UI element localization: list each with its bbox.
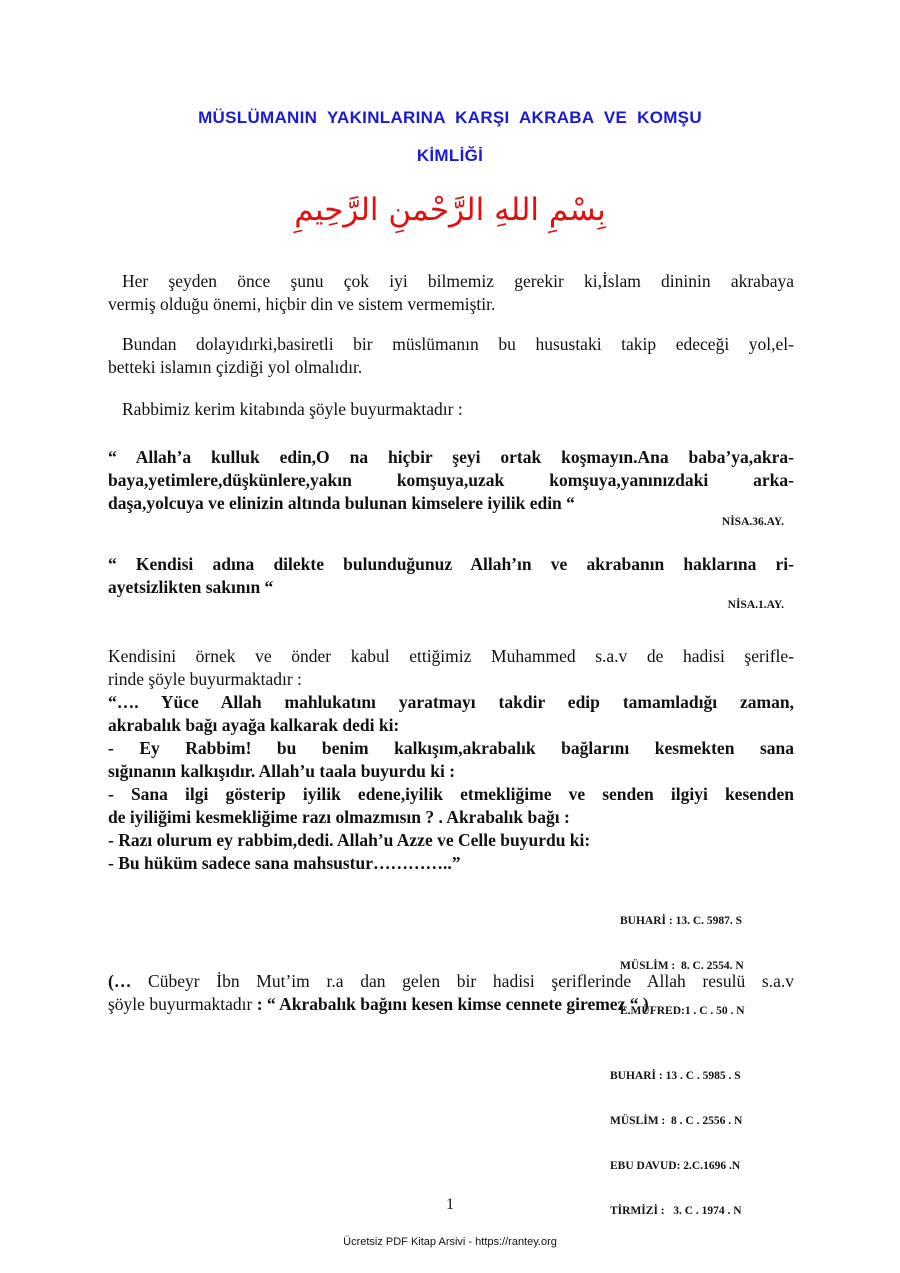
hadith2-line-2-text: şöyle buyurmaktadır [108,994,257,1014]
hadith-2-text [108,970,794,1016]
quote1-line-3: daşa,yolcuya ve elinizin altında bulunan kimselere iyilik edin “ [108,493,575,513]
quote2-reference: NİSA.1.AY. [727,599,784,611]
intro-paragraph-1 [108,270,794,316]
quote2-line-2: ayetsizlikten sakının “ [108,577,274,597]
hadith-1-text [108,691,794,875]
hadith2-line-1 [108,970,794,993]
hadith1-line-6: de iyiliğimi kesmekliğime razı olmazmısın ? . Akrabalık bağı : [108,807,570,827]
hadith-intro-line-1: Kendisini örnek ve önder kabul ettiğimiz Muhammed s.a.v de hadisi şerifle- [108,646,794,666]
hadith2-ref-2: MÜSLİM : 8 . C . 2556 . N [610,1115,743,1127]
page-title-line-1: MÜSLÜMANIN YAKINLARINA KARŞI AKRABA VE KOMŞU [198,108,702,127]
hadith1-line-3: - Ey Rabbim! bu benim kalkışım,akrabalık bağlarını kesmekten sana [108,738,794,758]
intro-p2-line-1: Bundan dolayıdırki,basiretli bir müslümanın bu husustaki takip edeceği yol,el- [122,334,794,354]
basmala-calligraphy: بِسْمِ اللهِ الرَّحْمنِ الرَّحِيمِ [294,192,606,228]
quote1-line-1: “ Allah’a kulluk edin,O na hiçbir şeyi ortak koşmayın.Ana baba’ya,akra- [108,447,794,467]
hadith-intro-line-2: rinde şöyle buyurmaktadır : [108,669,302,689]
footer-text: Ücretsiz PDF Kitap Arsivi - https://rantey.org [343,1236,557,1248]
hadith2-line-2 [108,993,794,1016]
hadith2-open: (… [108,971,132,991]
hadith-intro [108,645,794,691]
hadith2-ref-4: TİRMİZİ : 3. C . 1974 . N [610,1205,742,1217]
hadith1-ref-1: BUHARİ : 13. C. 5987. S [620,915,743,927]
quran-quote-2 [108,553,794,599]
intro-p1-line-1: Her şeyden önce şunu çok iyi bilmemiz gerekir ki,İslam dininin akrabaya [122,271,794,291]
hadith1-ref-3: E.MÜFRED:1 . C . 50 . N [620,1005,745,1017]
hadith1-line-7: - Razı olurum ey rabbim,dedi. Allah’u Azze ve Celle buyurdu ki: [108,830,591,850]
hadith1-line-8: - Bu hüküm sadece sana mahsustur…………..” [108,853,461,873]
hadith1-line-5: - Sana ilgi gösterip iyilik edene,iyilik etmekliğime ve senden ilgiyi kesenden [108,784,794,804]
hadith2-ref-1: BUHARİ : 13 . C . 5985 . S [610,1070,741,1082]
quote1-line-2: baya,yetimlere,düşkünlere,yakın komşuya,uzak komşuya,yanınızdaki arka- [108,470,794,490]
hadith2-line-1-text: Cübeyr İbn Mut’im r.a dan gelen bir hadisi şeriflerinde Allah resulü s.a.v [131,971,794,991]
intro-p1-line-2: vermiş olduğu önemi, hiçbir din ve sistem vermemiştir. [108,294,496,314]
hadith2-line-2-bold: : “ Akrabalık bağını kesen kimse cennete giremez “ ) [256,994,649,1014]
hadith1-line-2: akrabalık bağı ayağa kalkarak dedi ki: [108,715,400,735]
hadith-1-references [620,884,784,1049]
hadith1-line-4: sığınanın kalkışıdır. Allah’u taala buyurdu ki : [108,761,456,781]
hadith1-ref-2: MÜSLİM : 8. C. 2554. N [620,960,744,972]
quote1-reference: NİSA.36.AY. [721,516,784,528]
quran-quote-1 [108,446,794,515]
intro-paragraph-3: Rabbimiz kerim kitabında şöyle buyurmaktadır : [122,399,463,419]
page-number: 1 [446,1196,454,1213]
hadith1-line-1: “…. Yüce Allah mahlukatını yaratmayı takdir edip tamamladığı zaman, [108,692,794,712]
hadith-2-references [610,1039,784,1249]
quote2-line-1: “ Kendisi adına dilekte bulunduğunuz Allah’ın ve akrabanın haklarına ri- [108,554,794,574]
hadith2-ref-3: EBU DAVUD: 2.C.1696 .N [610,1160,741,1172]
page-title-line-2: KİMLİĞİ [416,146,484,165]
intro-p2-line-2: betteki islamın çizdiği yol olmalıdır. [108,357,363,377]
intro-paragraph-2 [108,333,794,379]
